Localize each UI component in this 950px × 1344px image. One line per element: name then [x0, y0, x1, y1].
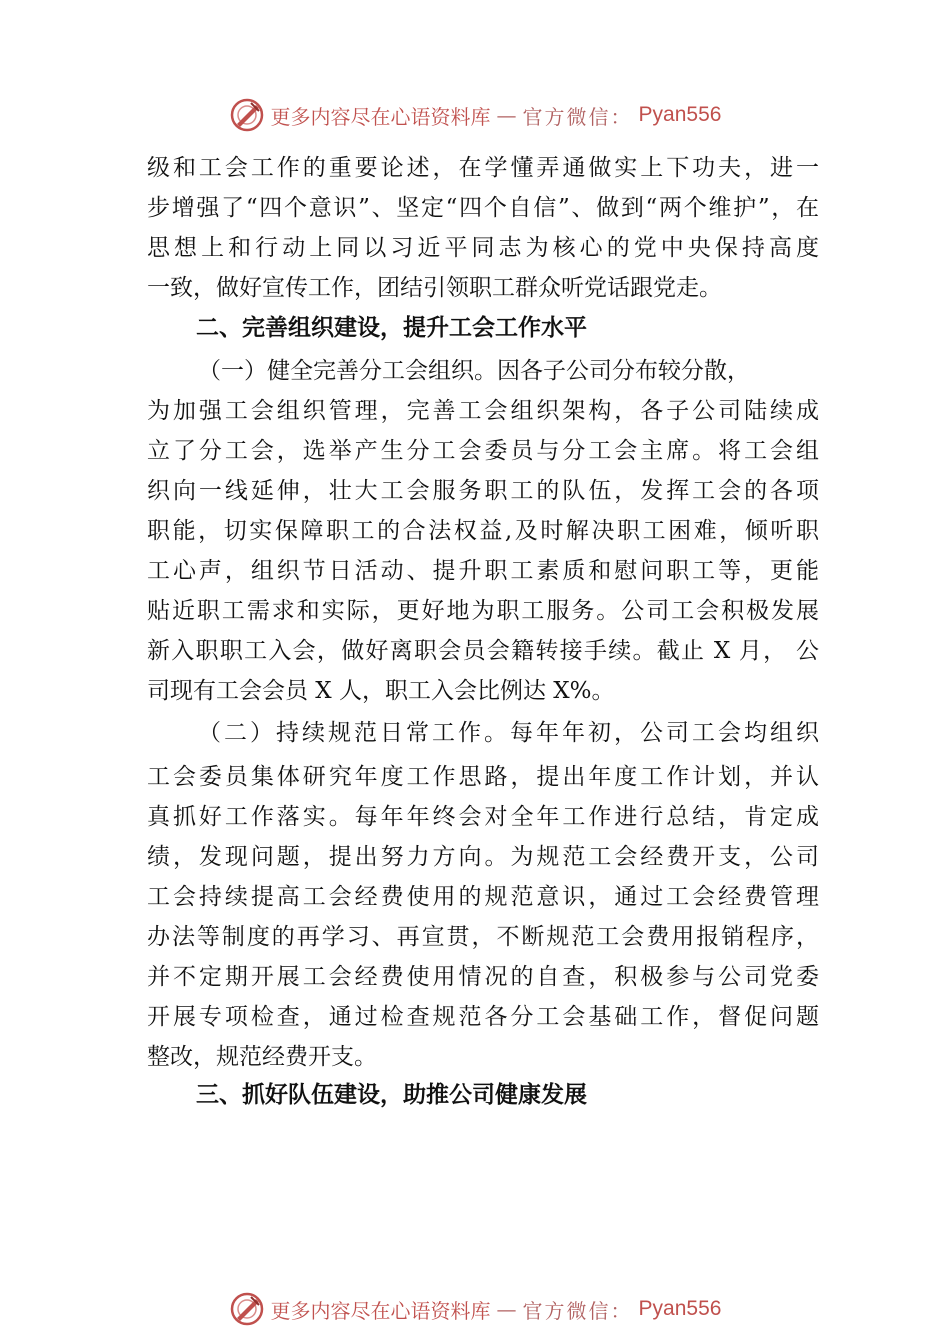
watermark-dash: — — [496, 1297, 517, 1321]
watermark-wechat-label: 官方微信： — [522, 1298, 633, 1323]
paragraph-line: 织向一线延伸，壮大工会服务职工的队伍，发挥工会的各项 — [147, 478, 819, 504]
paragraph-line: 立了分工会，选举产生分工会委员与分工会主席。将工会组 — [147, 438, 819, 464]
paragraph-line: 步增强了“四个意识”、坚定“四个自信”、做到“两个维护”，在 — [147, 195, 819, 221]
footer-watermark-banner — [0, 1289, 950, 1329]
watermark-logo-icon — [229, 97, 265, 133]
paragraph-line: （二）持续规范日常工作。每年年初，公司工会均组织 — [198, 720, 819, 746]
paragraph-line: 办法等制度的再学习、再宣贯，不断规范工会费用报销程序， — [147, 924, 819, 950]
paragraph-line: 司现有工会会员 X 人，职工入会比例达 X%。 — [147, 678, 615, 704]
watermark-wechat-id: Pyan556 — [638, 1297, 722, 1320]
paragraph-line: 并不定期开展工会经费使用情况的自查，积极参与公司党委 — [147, 964, 819, 990]
paragraph-line: （一）健全完善分工会组织。因各子公司分布较分散， — [198, 358, 750, 384]
paragraph-line: 真抓好工作落实。每年年终会对全年工作进行总结，肯定成 — [147, 804, 819, 830]
paragraph-line: 开展专项检查，通过检查规范各分工会基础工作，督促问题 — [147, 1004, 819, 1030]
paragraph-line: 工会持续提高工会经费使用的规范意识，通过工会经费管理 — [147, 884, 819, 910]
paragraph-line: 职能，切实保障职工的合法权益,及时解决职工困难，倾听职 — [147, 518, 819, 544]
paragraph-line: 绩，发现问题，提出努力方向。为规范工会经费开支，公司 — [147, 844, 819, 870]
watermark-dash: — — [496, 103, 517, 127]
header-watermark-banner — [0, 95, 950, 135]
watermark-text: 更多内容尽在心语资料库 — [270, 1298, 491, 1323]
paragraph-line: 新入职职工入会，做好离职会员会籍转接手续。截止 X 月， 公 — [147, 638, 819, 664]
watermark-logo-icon — [229, 1291, 265, 1327]
watermark-wechat-label: 官方微信： — [522, 104, 633, 129]
paragraph-line: 整改，规范经费开支。 — [147, 1044, 377, 1070]
section-heading-2: 二、完善组织建设，提升工会工作水平 — [196, 315, 587, 341]
paragraph-line: 工会委员集体研究年度工作思路，提出年度工作计划，并认 — [147, 764, 819, 790]
paragraph-line: 级和工会工作的重要论述，在学懂弄通做实上下功夫，进一 — [147, 155, 819, 181]
paragraph-line: 一致，做好宣传工作，团结引领职工群众听党话跟党走。 — [147, 275, 722, 301]
paragraph-line: 工心声，组织节日活动、提升职工素质和慰问职工等，更能 — [147, 558, 819, 584]
paragraph-line: 思想上和行动上同以习近平同志为核心的党中央保持高度 — [147, 235, 819, 261]
paragraph-line: 贴近职工需求和实际，更好地为职工服务。公司工会积极发展 — [147, 598, 819, 624]
section-heading-3: 三、抓好队伍建设，助推公司健康发展 — [196, 1082, 587, 1108]
watermark-wechat-id: Pyan556 — [638, 103, 722, 126]
paragraph-line: 为加强工会组织管理，完善工会组织架构，各子公司陆续成 — [147, 398, 819, 424]
watermark-text: 更多内容尽在心语资料库 — [270, 104, 491, 129]
